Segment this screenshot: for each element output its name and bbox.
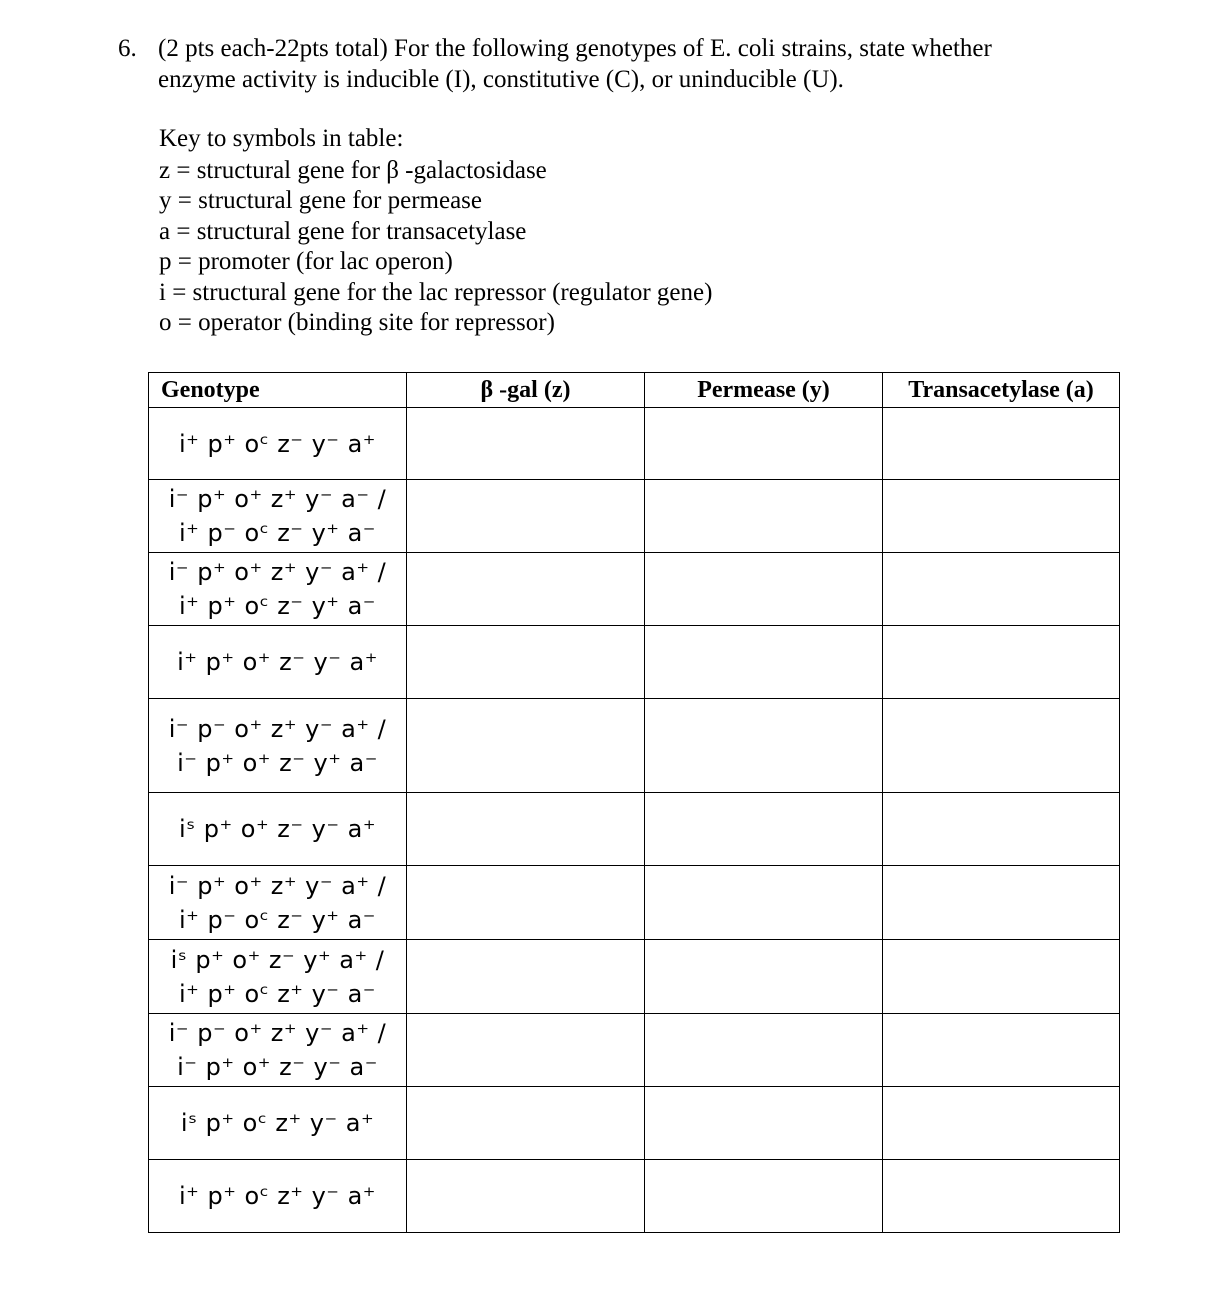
table-row	[149, 1014, 1120, 1087]
genotype-cell	[149, 1160, 407, 1233]
question-header	[118, 33, 992, 95]
transacetylase-answer-cell[interactable]	[883, 793, 1120, 866]
permease-answer-cell[interactable]	[645, 1014, 883, 1087]
table-row	[149, 626, 1120, 699]
table-row	[149, 480, 1120, 553]
genotype-cell	[149, 866, 407, 940]
beta-gal-answer-cell[interactable]	[407, 793, 645, 866]
genotype-line: i⁺ p⁻ oᶜ z⁻ y⁺ a⁻	[179, 519, 376, 547]
table-row	[149, 408, 1120, 480]
transacetylase-answer-cell[interactable]	[883, 1160, 1120, 1233]
table-row	[149, 553, 1120, 626]
genotype-line: iˢ p⁺ oᶜ z⁺ y⁻ a⁺	[180, 1109, 375, 1137]
beta-gal-answer-cell[interactable]	[407, 626, 645, 699]
genotype-line: i⁺ p⁺ oᶜ z⁺ y⁻ a⁺	[179, 1182, 376, 1210]
genotype-line: i⁻ p⁺ o⁺ z⁺ y⁻ a⁺ /	[168, 871, 387, 900]
question-line-1: (2 pts each-22pts total) For the following genotypes of E. coli strains, state whether	[158, 35, 992, 62]
genotype-cell	[149, 408, 407, 480]
genotype-line: i⁺ p⁺ o⁺ z⁻ y⁻ a⁺	[177, 648, 378, 676]
genotype-line: iˢ p⁺ o⁺ z⁻ y⁺ a⁺ /	[170, 945, 385, 974]
table-header-row	[149, 373, 1120, 408]
permease-answer-cell[interactable]	[645, 699, 883, 793]
question-line-2: enzyme activity is inducible (I), constitutive (C), or uninducible (U).	[158, 66, 844, 93]
beta-gal-answer-cell[interactable]	[407, 1087, 645, 1160]
symbol-key	[159, 124, 712, 339]
permease-answer-cell[interactable]	[645, 793, 883, 866]
permease-answer-cell[interactable]	[645, 1087, 883, 1160]
key-item: o = operator (binding site for repressor)	[159, 309, 555, 336]
beta-gal-answer-cell[interactable]	[407, 480, 645, 553]
genotype-cell	[149, 553, 407, 626]
transacetylase-answer-cell[interactable]	[883, 1087, 1120, 1160]
permease-answer-cell[interactable]	[645, 866, 883, 940]
permease-answer-cell[interactable]	[645, 553, 883, 626]
key-item: a = structural gene for transacetylase	[159, 217, 527, 245]
header-beta-gal: β -gal (z)	[407, 373, 645, 408]
transacetylase-answer-cell[interactable]	[883, 866, 1120, 940]
transacetylase-answer-cell[interactable]	[883, 408, 1120, 480]
beta-gal-answer-cell[interactable]	[407, 553, 645, 626]
genotype-line: iˢ p⁺ o⁺ z⁻ y⁻ a⁺	[178, 815, 377, 843]
permease-answer-cell[interactable]	[645, 626, 883, 699]
key-item: p = promoter (for lac operon)	[159, 248, 453, 275]
genotype-line: i⁻ p⁺ o⁺ z⁻ y⁻ a⁻	[177, 1053, 378, 1081]
question-number: 6.	[118, 35, 137, 62]
table-row	[149, 940, 1120, 1014]
transacetylase-answer-cell[interactable]	[883, 1014, 1120, 1087]
permease-answer-cell[interactable]	[645, 408, 883, 480]
genotype-line: i⁺ p⁺ oᶜ z⁻ y⁻ a⁺	[179, 429, 376, 458]
transacetylase-answer-cell[interactable]	[883, 940, 1120, 1014]
beta-gal-answer-cell[interactable]	[407, 1014, 645, 1087]
key-item: z = structural gene for β -galactosidase	[159, 156, 547, 184]
key-item: i = structural gene for the lac repressor (regulator gene)	[159, 278, 713, 306]
beta-gal-answer-cell[interactable]	[407, 1160, 645, 1233]
key-item: y = structural gene for permease	[159, 187, 482, 214]
genotype-cell	[149, 1087, 407, 1160]
genotype-cell	[149, 480, 407, 553]
genotype-line: i⁻ p⁺ o⁺ z⁺ y⁻ a⁻ /	[168, 485, 387, 513]
header-transacetylase: Transacetylase (a)	[883, 373, 1120, 408]
table-row	[149, 1087, 1120, 1160]
table-row	[149, 793, 1120, 866]
genotype-line: i⁺ p⁺ oᶜ z⁺ y⁻ a⁻	[179, 979, 376, 1008]
genotype-line: i⁻ p⁺ o⁺ z⁺ y⁻ a⁺ /	[168, 558, 387, 586]
header-genotype: Genotype	[149, 373, 407, 408]
beta-gal-answer-cell[interactable]	[407, 699, 645, 793]
genotype-line: i⁺ p⁺ oᶜ z⁻ y⁺ a⁻	[179, 592, 376, 620]
transacetylase-answer-cell[interactable]	[883, 626, 1120, 699]
table-row	[149, 699, 1120, 793]
genotype-cell	[149, 1014, 407, 1087]
genotype-line: i⁺ p⁻ oᶜ z⁻ y⁺ a⁻	[179, 905, 376, 934]
genotype-cell	[149, 793, 407, 866]
genotype-line: i⁻ p⁻ o⁺ z⁺ y⁻ a⁺ /	[168, 714, 387, 743]
beta-gal-answer-cell[interactable]	[407, 866, 645, 940]
genotype-cell	[149, 626, 407, 699]
table-row	[149, 866, 1120, 940]
beta-gal-answer-cell[interactable]	[407, 408, 645, 480]
transacetylase-answer-cell[interactable]	[883, 480, 1120, 553]
genotype-cell	[149, 699, 407, 793]
genotype-line: i⁻ p⁻ o⁺ z⁺ y⁻ a⁺ /	[168, 1019, 387, 1047]
header-permease: Permease (y)	[645, 373, 883, 408]
genotype-line: i⁻ p⁺ o⁺ z⁻ y⁺ a⁻	[177, 748, 378, 777]
key-title: Key to symbols in table:	[159, 125, 404, 152]
genotype-table	[148, 372, 1120, 1233]
permease-answer-cell[interactable]	[645, 1160, 883, 1233]
permease-answer-cell[interactable]	[645, 480, 883, 553]
genotype-cell	[149, 940, 407, 1014]
table-row	[149, 1160, 1120, 1233]
beta-gal-answer-cell[interactable]	[407, 940, 645, 1014]
transacetylase-answer-cell[interactable]	[883, 553, 1120, 626]
table-body	[149, 408, 1120, 1233]
transacetylase-answer-cell[interactable]	[883, 699, 1120, 793]
permease-answer-cell[interactable]	[645, 940, 883, 1014]
